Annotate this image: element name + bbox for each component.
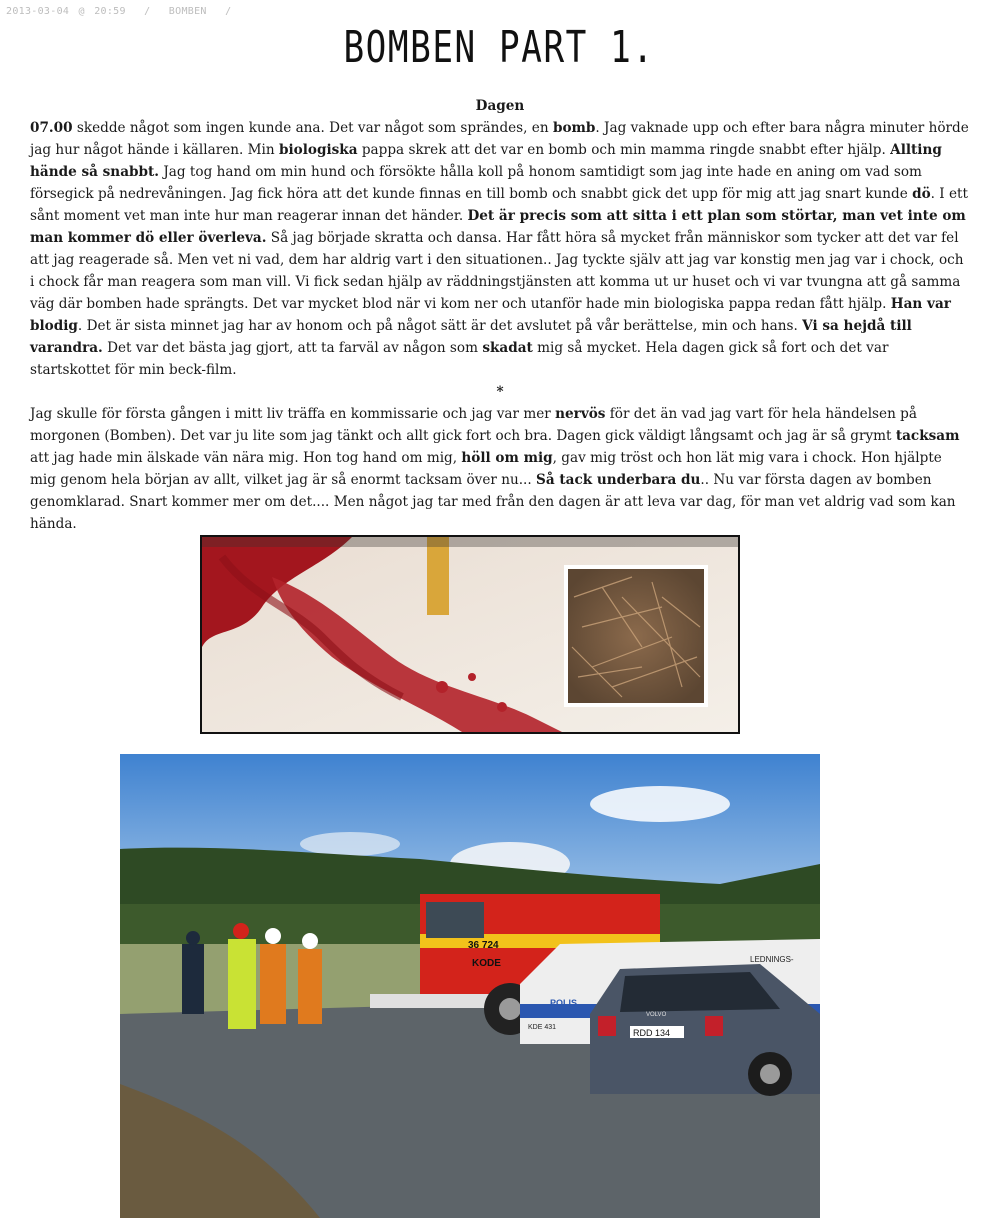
car-plate: RDD 134 [633, 1028, 671, 1038]
emergency-scene-svg [120, 754, 820, 1218]
p1-segment: biologiska [278, 142, 358, 158]
meta-separator-end: / [225, 6, 232, 17]
p1-segment: Det är precis som att sitta i ett plan som störtar, man vet inte om man kommer dö eller överleva. [30, 208, 966, 246]
post-body [30, 95, 970, 579]
police-side-text: LEDNINGS- [750, 955, 794, 964]
post-heading: Dagen [475, 98, 525, 114]
p1-segment: 07.00 [30, 120, 73, 136]
blood-stain-photo-svg [202, 537, 738, 732]
paragraph-1 [30, 117, 970, 381]
p1-segment: Jag tog hand om min hund och försökte hålla koll på honom samtidigt som jag inte hade en aning om vad som försegick på nedrevåningen. Jag fick höra att det kunde finnas en till bomb och snabbt gick det upp för mig att jag snart kunde [30, 164, 922, 202]
post-time: 20:59 [94, 6, 126, 17]
p1-segment: Så jag började skratta och dansa. Har fått höra så mycket från människor som tycker att det var fel att jag reagerade så. Men vet ni vad, dem har aldrig vart i den situationen.. Jag tyckte själv att jag var konstig men jag var i chock, och i chock får man reagera som man vill. Vi fick sedan hjälp av räddningstjänsten att komma ut ur huset och vi var tvungna att gå samma väg där bomben hade sprängts. Det var mycket blod när vi kom ner och utanför hade min biologiska pappa redan fått hjälp. [30, 230, 964, 312]
p2-segment: Jag skulle för första gången i mitt liv träffa en kommissarie och jag var mer [30, 406, 556, 422]
police-label: POLIS [550, 998, 578, 1008]
post-title[interactable]: BOMBEN PART 1. [343, 22, 655, 73]
p2-segment: höll om mig [461, 450, 553, 466]
p1-segment: Vi sa hejdå till varandra. [30, 318, 912, 356]
section-divider: * [496, 384, 504, 400]
p1-segment: dö [912, 186, 931, 202]
paragraph-2 [30, 403, 970, 535]
p1-segment: mig så mycket. Hela dagen gick så fort och det var startskottet för min beck-film. [30, 340, 889, 378]
p2-segment: .. Nu var första dagen av bomben genomklarad. Snart kommer mer om det.... Men något jag tar med från den dagen är att leva var dag, för man vet aldrig vad som kan hända. [30, 472, 956, 532]
p1-segment: Det var det bästa jag gjort, att ta farväl av någon som [102, 340, 483, 356]
truck-label: KODE [472, 958, 501, 969]
p1-segment: . Det är sista minnet jag har av honom och på något sätt är det avslutet på vår berättelse, min och hans. [77, 318, 803, 334]
p1-segment: Han var blodig [30, 296, 951, 334]
p1-segment: . I ett sånt moment vet man inte hur man reagerar innan det händer. [30, 186, 968, 224]
nails-inset [564, 565, 708, 707]
blood-stain-photo[interactable] [200, 535, 740, 734]
post-date: 2013-03-04 [6, 6, 70, 17]
p1-segment: skedde något som ingen kunde ana. Det var något som sprändes, en [72, 120, 553, 136]
post-meta [6, 6, 243, 17]
at-icon: @ [78, 6, 85, 17]
p1-segment: Allting hände så snabbt. [30, 142, 942, 180]
p2-segment: nervös [555, 406, 606, 422]
p2-segment: att jag hade min älskade vän nära mig. Hon tog hand om mig, [30, 450, 462, 466]
emergency-scene-photo[interactable] [120, 754, 820, 1218]
p2-segment: tacksam [895, 428, 960, 444]
meta-separator: / [144, 6, 151, 17]
p1-segment: bomb [552, 120, 596, 136]
police-plate: KDE 431 [528, 1024, 557, 1031]
p2-segment: Så tack underbara du [536, 472, 701, 488]
p1-segment: pappa skrek att det var en bomb och min mamma ringde snabbt efter hjälp. [357, 142, 891, 158]
car-brand: VOLVO [646, 1012, 667, 1018]
p2-segment: , gav mig tröst och hon lät mig vara i chock. Hon hjälpte mig genom hela början av allt, vilket jag är så enormt tacksam över nu... [30, 450, 942, 488]
p1-segment: . Jag vaknade upp och efter bara några minuter hörde jag hur något hände i källaren. Min [30, 120, 969, 158]
category-link[interactable]: BOMBEN [168, 6, 207, 17]
p1-segment: skadat [482, 340, 533, 356]
p2-segment: för det än vad jag vart för hela händelsen på morgonen (Bomben). Det var ju lite som jag tänkt och allt gick fort och bra. Dagen gick väldigt långsamt och jag är så grymt [30, 406, 917, 444]
truck-number: 36 724 [468, 940, 499, 951]
